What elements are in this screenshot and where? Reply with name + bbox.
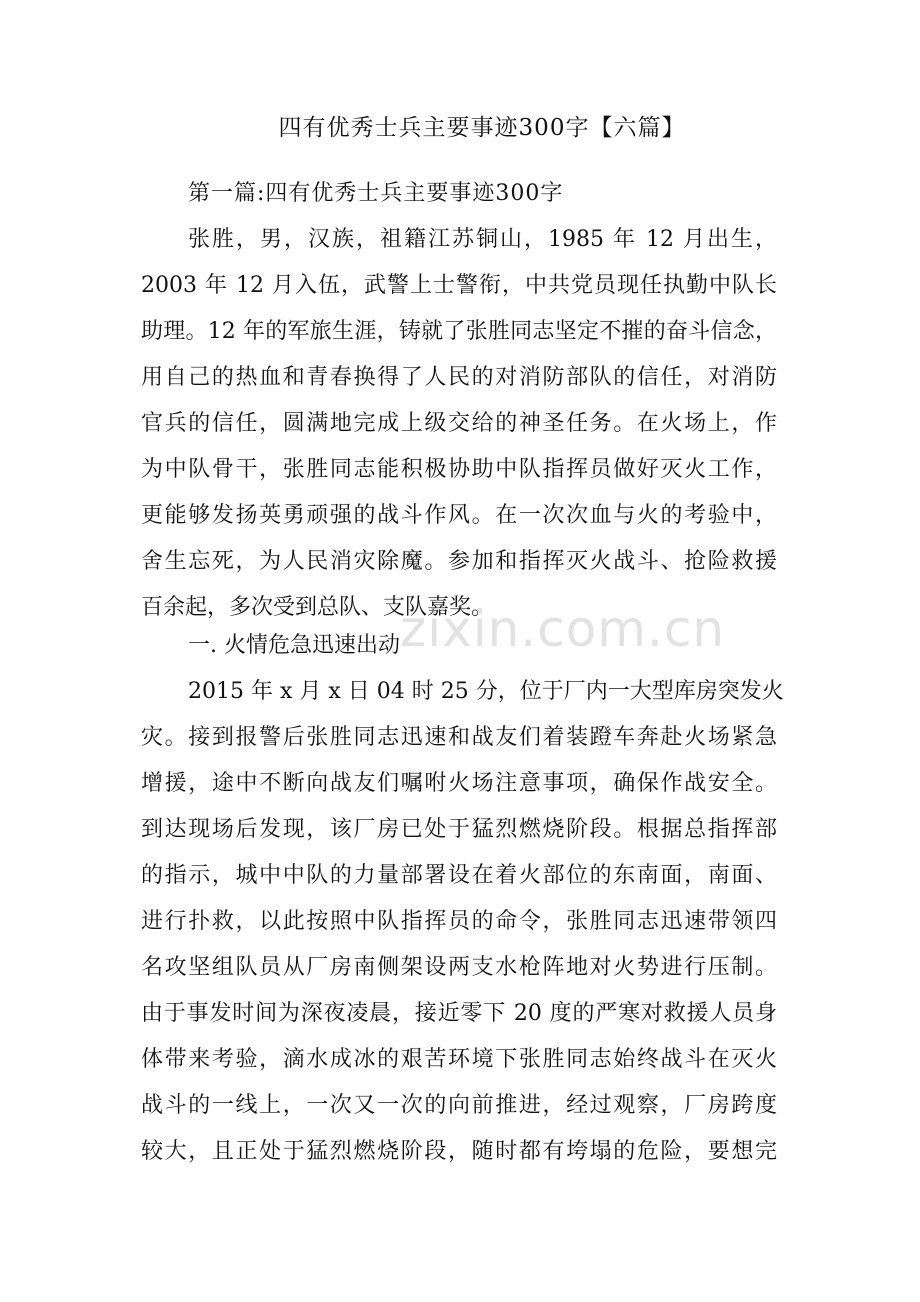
paragraph-1-line: 更能够发扬英勇顽强的战斗作风。在一次次血与火的考验中， [141, 503, 777, 528]
subheading-1: 一. 火情危急迅速出动 [188, 633, 400, 658]
paragraph-1-line: 百余起，多次受到总队、支队嘉奖。 [141, 595, 494, 620]
paragraph-1-line: 张胜，男，汉族，祖籍江苏铜山，1985 年 12 月出生， [188, 227, 777, 252]
paragraph-2-line: 较大，且正处于猛烈燃烧阶段，随时都有垮塌的危险，要想完 [141, 1139, 777, 1164]
paragraph-1-line: 为中队骨干，张胜同志能积极协助中队指挥员做好灭火工作， [141, 457, 777, 482]
paragraph-1-line: 2003 年 12 月入伍，武警上士警衔，中共党员现任执勤中队长 [141, 273, 777, 298]
paragraph-1-line: 舍生忘死，为人民消灾除魔。参加和指挥灭火战斗、抢险救援 [141, 549, 777, 574]
paragraph-2-line: 体带来考验，滴水成冰的艰苦环境下张胜同志始终战斗在灭火 [141, 1047, 777, 1072]
paragraph-1-line: 助理。12 年的军旅生涯，铸就了张胜同志坚定不摧的奋斗信念， [141, 319, 777, 344]
paragraph-2-line: 战斗的一线上，一次又一次的向前推进，经过观察，厂房跨度 [141, 1093, 777, 1118]
document-title: 四有优秀士兵主要事迹300字【六篇】 [278, 115, 686, 141]
paragraph-1-line: 官兵的信任，圆满地完成上级交给的神圣任务。在火场上，作 [141, 411, 777, 436]
paragraph-2-line: 到达现场后发现，该厂房已处于猛烈燃烧阶段。根据总指挥部 [141, 817, 777, 842]
paragraph-2-line: 2015 年 x 月 x 日 04 时 25 分，位于厂内一大型库房突发火 [188, 679, 784, 704]
paragraph-2-line: 名攻坚组队员从厂房南侧架设两支水枪阵地对火势进行压制。 [141, 955, 777, 980]
paragraph-1-line: 用自己的热血和青春换得了人民的对消防部队的信任，对消防 [141, 365, 777, 390]
paragraph-2-line: 的指示，城中中队的力量部署设在着火部位的东南面，南面、 [141, 863, 777, 888]
watermark: zixin.com.cn [400, 600, 726, 658]
paragraph-2-line: 灾。接到报警后张胜同志迅速和战友们着装蹬车奔赴火场紧急 [141, 725, 777, 750]
section-heading: 第一篇:四有优秀士兵主要事迹300字 [188, 181, 564, 206]
paragraph-2-line: 由于事发时间为深夜凌晨，接近零下 20 度的严寒对救援人员身 [141, 1001, 777, 1026]
paragraph-2-line: 增援，途中不断向战友们嘱咐火场注意事项，确保作战安全。 [141, 771, 777, 796]
paragraph-2-line: 进行扑救，以此按照中队指挥员的命令，张胜同志迅速带领四 [141, 909, 777, 934]
